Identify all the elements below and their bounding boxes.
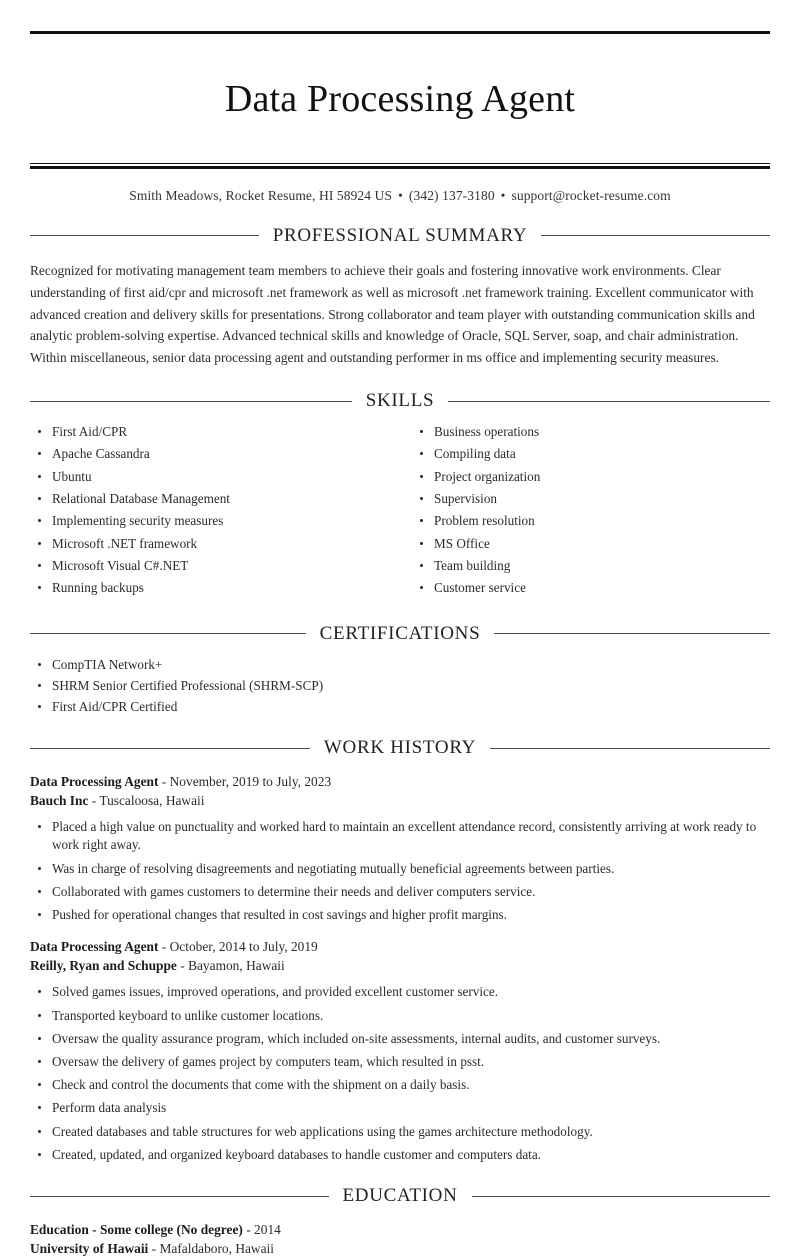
education-school-line (30, 1239, 770, 1258)
list-item: Microsoft Visual C#.NET (30, 557, 400, 575)
education-school: University of Hawaii (30, 1241, 149, 1257)
contact-address: Smith Meadows, Rocket Resume, HI 58924 US (129, 187, 393, 203)
section-rule-left (30, 633, 306, 634)
education-location: Mafaldaboro, Hawaii (159, 1241, 274, 1257)
work-history-entry (30, 937, 770, 1164)
work-history-entry (30, 772, 770, 924)
section-rule-left (30, 748, 310, 749)
job-company-line (30, 791, 770, 810)
list-item: Was in charge of resolving disagreements and negotiating mutually beneficial agreements between parties. (30, 860, 770, 878)
summary-text: Recognized for motivating management team members to achieve their goals and fostering innovative work environments. Clear understanding of first aid/cpr and microsoft .net framework as well as microsoft .net framework training. Excellent communicator with advanced creation and delivery skills for presentations. Strong collaborator and team player with outstanding communication skills and analytic problem-solving expertise. Advanced technical skills and knowledge of Oracle, SQL Server, soap, and chair administration. Within miscellaneous, senior data processing agent and outstanding performer in ms office and implementing security measures. (30, 262, 755, 366)
contact-email[interactable]: support@rocket-resume.com (511, 187, 671, 203)
list-item: SHRM Senior Certified Professional (SHRM-SCP) (30, 677, 770, 695)
list-item: Created databases and table structures for web applications using the games architecture methodology. (30, 1123, 770, 1141)
section-heading-work-history (30, 737, 770, 759)
skills-column-right (400, 423, 770, 602)
job-role-line (30, 937, 770, 956)
job-bullets (30, 983, 770, 1164)
list-item: CompTIA Network+ (30, 656, 770, 674)
job-company-line (30, 956, 770, 975)
certifications-body (30, 656, 770, 716)
job-dash: - (180, 958, 185, 974)
education-dash: - (246, 1222, 251, 1238)
contact-separator-2: • (500, 187, 506, 203)
list-item: Solved games issues, improved operations, and provided excellent customer service. (30, 983, 770, 1001)
list-item: First Aid/CPR (30, 423, 400, 441)
list-item: MS Office (412, 535, 770, 553)
education-degree-line (30, 1220, 770, 1239)
job-role: Data Processing Agent (30, 939, 159, 955)
list-item: Oversaw the delivery of games project by computers team, which resulted in psst. (30, 1053, 770, 1071)
resume-page (0, 31, 800, 1257)
resume-header (30, 31, 770, 204)
header-bottom-rule-thin (30, 163, 770, 164)
section-work-history (30, 737, 770, 1164)
section-heading-education (30, 1185, 770, 1207)
list-item: Ubuntu (30, 468, 400, 486)
list-item: Project organization (412, 468, 770, 486)
section-rule-left (30, 235, 259, 236)
list-item: Implementing security measures (30, 512, 400, 530)
job-bullet-list (30, 818, 770, 924)
section-certifications (30, 623, 770, 716)
list-item: Business operations (412, 423, 770, 441)
list-item: Microsoft .NET framework (30, 535, 400, 553)
skills-list-right (412, 423, 770, 597)
section-title-certifications: CERTIFICATIONS (319, 622, 481, 644)
certifications-list (30, 656, 770, 716)
section-rule-right (541, 235, 770, 236)
job-dash: - (161, 939, 167, 955)
education-dash: - (151, 1241, 157, 1257)
section-rule-right (494, 633, 770, 634)
section-title-work-history: WORK HISTORY (323, 737, 477, 759)
list-item: Relational Database Management (30, 490, 400, 508)
contact-separator-1: • (398, 187, 403, 203)
list-item: Running backups (30, 579, 400, 597)
page-title: Data Processing Agent (224, 78, 576, 121)
list-item: Check and control the documents that come with the shipment on a daily basis. (30, 1076, 770, 1094)
list-item: Transported keyboard to unlike customer locations. (30, 1007, 770, 1025)
job-role: Data Processing Agent (30, 774, 159, 790)
section-title-summary: PROFESSIONAL SUMMARY (272, 224, 528, 246)
list-item: First Aid/CPR Certified (30, 698, 770, 716)
list-item: Placed a high value on punctuality and worked hard to maintain an excellent attendance record, consistently arriving at work ready to work right away. (30, 818, 770, 854)
list-item: Team building (412, 557, 770, 575)
contact-phone: (342) 137-3180 (408, 187, 495, 203)
list-item: Supervision (412, 490, 770, 508)
job-dates: November, 2019 to July, 2023 (169, 774, 332, 790)
section-rule-left (30, 401, 352, 402)
job-dash: - (91, 793, 97, 809)
education-entry (30, 1220, 770, 1258)
list-item: Collaborated with games customers to determine their needs and deliver computers service. (30, 883, 770, 901)
list-item: Pushed for operational changes that resulted in cost savings and higher profit margins. (30, 906, 770, 924)
job-location: Tuscaloosa, Hawaii (99, 793, 205, 809)
job-bullet-list (30, 983, 770, 1164)
job-company: Reilly, Ryan and Schuppe (30, 958, 177, 974)
list-item: Oversaw the quality assurance program, which included on-site assessments, internal audits, and customer surveys. (30, 1030, 770, 1048)
section-heading-skills (30, 390, 770, 412)
skills-column-left (30, 423, 400, 602)
section-professional-summary (30, 225, 770, 369)
section-title-skills: SKILLS (365, 390, 435, 412)
list-item: Apache Cassandra (30, 445, 400, 463)
contact-line (30, 169, 770, 204)
education-year: 2014 (254, 1222, 281, 1238)
skills-columns (30, 423, 770, 602)
section-rule-left (30, 1196, 329, 1197)
list-item: Problem resolution (412, 512, 770, 530)
job-dates: October, 2014 to July, 2019 (169, 939, 318, 955)
job-role-line (30, 772, 770, 791)
section-rule-right (472, 1196, 771, 1197)
section-title-education: EDUCATION (342, 1185, 458, 1207)
section-rule-right (448, 401, 770, 402)
header-top-rule (30, 31, 770, 34)
list-item: Perform data analysis (30, 1099, 770, 1117)
job-dash: - (161, 774, 167, 790)
section-education (30, 1185, 770, 1258)
list-item: Created, updated, and organized keyboard databases to handle customer and computers data. (30, 1146, 770, 1164)
job-location: Bayamon, Hawaii (188, 958, 285, 974)
job-company: Bauch Inc (30, 793, 89, 809)
section-skills (30, 390, 770, 602)
section-rule-right (490, 748, 770, 749)
list-item: Compiling data (412, 445, 770, 463)
job-bullets (30, 818, 770, 924)
education-degree: Education - Some college (No degree) (30, 1222, 243, 1238)
section-heading-certifications (30, 623, 770, 645)
section-heading-summary (30, 225, 770, 247)
skills-list-left (30, 423, 400, 597)
list-item: Customer service (412, 579, 770, 597)
